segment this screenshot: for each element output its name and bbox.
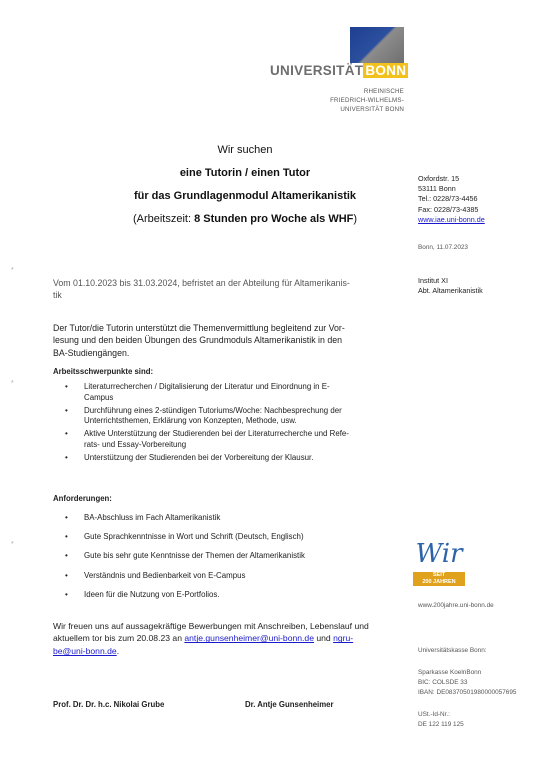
institute-website-link[interactable]: www.iae.uni-bonn.de [418, 214, 485, 224]
address-block [418, 174, 485, 225]
university-logo-wordmark [270, 63, 408, 78]
margin-mark: * [11, 267, 14, 274]
heading-line-4 [100, 208, 390, 231]
tasks-heading: Arbeitsschwerpunkte sind: [53, 367, 154, 376]
task-line: • Unterstützung der Studierenden bei der Vorbereitung der Klausur. [84, 452, 314, 462]
address-city: 53111 Bonn [418, 184, 456, 194]
period-line: Vom 01.10.2023 bis 31.03.2024, befristet an der Abteilung für Altamerikanis- [53, 278, 350, 288]
job-heading [100, 139, 390, 231]
task-line: • Aktive Unterstützung der Studierenden bei der Literaturrecherche und Refe- [84, 429, 349, 439]
bank-title: Universitätskasse Bonn: [418, 647, 487, 654]
bank-bic: BIC: COLSDE 33 [418, 679, 468, 687]
bank-details [418, 668, 516, 699]
address-street: Oxfordstr. 15 [418, 174, 460, 183]
description-line: BA-Studiengängen. [53, 347, 130, 358]
closing-text: . [116, 645, 120, 656]
worktime-suffix: ) [353, 213, 358, 225]
jubilee-url: www.200jahre.uni-bonn.de [418, 602, 494, 609]
logo-bonn-text: BONN [365, 63, 407, 78]
employment-period [53, 277, 398, 302]
jubilee-band-line: 200 JAHREN [422, 579, 456, 585]
requirements-list [53, 513, 398, 609]
requirements-heading: Anforderungen: [53, 494, 112, 503]
tasks-list [53, 382, 398, 466]
task-line: rats- und Essay-Vorbereitung [84, 439, 187, 449]
department-name: Abt. Altamerikanistik [418, 286, 483, 296]
task-line: • Durchführung eines 2-stündigen Tutoriums/Woche: Nachbesprechung der [84, 405, 342, 415]
institute-block [418, 276, 483, 296]
letter-date: Bonn, 11.07.2023 [418, 244, 468, 251]
margin-mark: * [11, 541, 14, 548]
institute-name: Institut XI [418, 276, 448, 285]
jubilee-200-logo [413, 538, 465, 588]
task-line: Unterrichtsthemen, Erklärung von Konzepten, Methode, usw. [84, 416, 297, 426]
email-link-ngrube[interactable]: ngru- [333, 633, 354, 644]
list-item: • Gute bis sehr gute Kenntnisse der Themen der Altamerikanistik [53, 551, 398, 562]
vat-number: DE 122 119 125 [418, 721, 464, 729]
list-item [53, 406, 398, 428]
university-logo-mark [350, 27, 404, 63]
jubilee-band-line: SEIT [432, 572, 446, 578]
period-line: tik [53, 290, 62, 301]
heading-line-2: eine Tutorin / einen Tutor [179, 167, 311, 179]
task-line: • Literaturrecherchen / Digitalisierung der Literatur und Einordnung in E- [84, 382, 330, 391]
worktime-prefix: (Arbeitszeit: [132, 213, 195, 225]
description-line: Der Tutor/die Tutorin unterstützt die Themenvermittlung begleitend zur Vor- [53, 323, 345, 333]
list-item [53, 382, 398, 404]
margin-mark: * [11, 380, 14, 387]
bank-name: Sparkasse KoelnBonn [418, 669, 482, 676]
logo-sub-line: UNIVERSITÄT BONN [340, 106, 404, 113]
jubilee-wir-text: Wir [415, 539, 463, 569]
list-item: • Ideen für die Nutzung von E-Portfolios. [53, 590, 398, 601]
vat-label: USt.-Id-Nr.: [418, 711, 450, 718]
closing-text: und [313, 633, 334, 644]
description-line: lesung und den beiden Übungen des Grundmoduls Altamerikanistik in den [53, 335, 343, 346]
signature-grube: Prof. Dr. Dr. h.c. Nikolai Grube [53, 700, 165, 709]
logo-sub-line: RHEINISCHE [363, 88, 404, 95]
jubilee-band [413, 572, 465, 586]
logo-sub-line: FRIEDRICH-WILHELMS- [330, 97, 404, 104]
logo-university-text: UNIVERSITÄT [270, 63, 364, 78]
bank-iban: IBAN: DE08370501980000057695 [418, 689, 517, 697]
closing-line [53, 645, 398, 657]
list-item [53, 453, 398, 464]
job-description [53, 322, 398, 359]
list-item: • BA-Abschluss im Fach Altamerikanistik [53, 513, 398, 524]
closing-line [53, 632, 398, 644]
list-item: • Verständnis und Bedienbarkeit von E-Campus [53, 571, 398, 582]
email-link-ngrube-cont[interactable]: be@uni-bonn.de [53, 645, 117, 656]
closing-paragraph [53, 620, 398, 657]
list-item: • Gute Sprachkenntnisse in Wort und Schrift (Deutsch, Englisch) [53, 532, 398, 543]
address-fax: Fax: 0228/73-4385 [418, 204, 479, 214]
heading-line-3: für das Grundlagenmodul Altamerikanistik [133, 190, 357, 202]
email-link-gunsenheimer[interactable]: antje.gunsenheimer@uni-bonn.de [184, 633, 314, 644]
task-line: Campus [84, 392, 114, 402]
closing-line: Wir freuen uns auf aussagekräftige Bewerbungen mit Anschreiben, Lebenslauf und [53, 621, 369, 631]
address-tel: Tel.: 0228/73-4456 [418, 194, 478, 204]
closing-text: aktuellem tor bis zum 20.08.23 an [53, 633, 185, 644]
worktime-value: 8 Stunden pro Woche als WHF [194, 213, 354, 225]
list-item [53, 429, 398, 451]
vat-block [418, 710, 464, 730]
signature-gunsenheimer: Dr. Antje Gunsenheimer [245, 700, 334, 709]
logo-subtitle [300, 87, 404, 114]
heading-line-1: Wir suchen [217, 144, 273, 156]
